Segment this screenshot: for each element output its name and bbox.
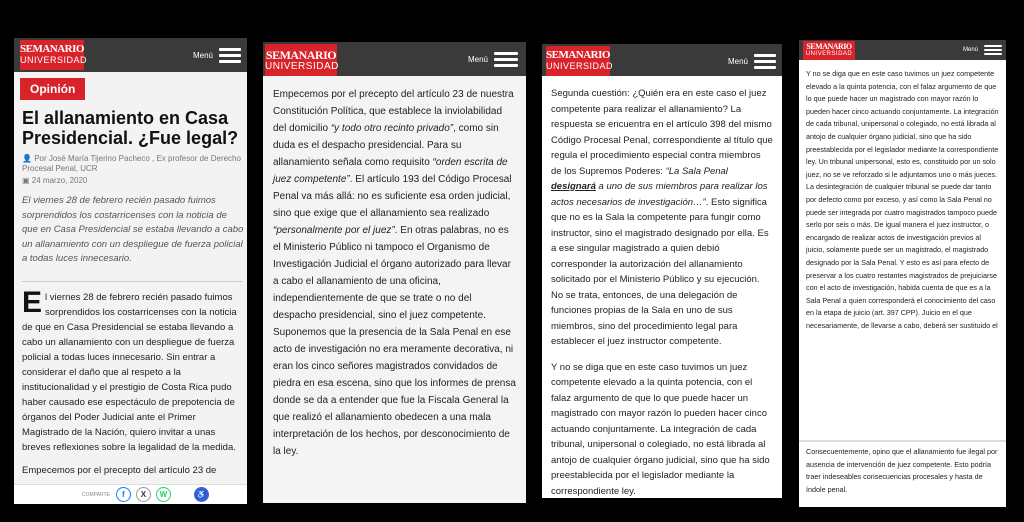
- menu-button[interactable]: [963, 41, 1002, 59]
- paragraph: Empecemos por el precepto del artículo 23 de nuestra Constitución Política, que establece la inviolabilidad del domicilio “y todo otro recinto privado”, como sin duda es el despacho presidencial. Para su allanamiento señala como requisito “orden escrita de juez competente”. El artículo 193 del Código Procesal Penal va más allá: no es suficiente esa orden judicial, sino que exige que el allanamiento sea realizado “personalmente por el juez”. En otras palabras, no es el Ministerio Público ni tampoco el Organismo de Investigación Judicial el órgano autorizado para llevar a cabo el allanamiento de una oficina, independientemente de que se trate o no del despacho presidencial, sino el juez competente. Suponemos que la presencia de la Sala Penal en ese acto de investigación no era meramente decorativa, ni eran los cinco señores magistrados convidados de piedra en esa escena, sino que los informes de prensa donde se da a entender que fue la Fiscala General la que realizó el allanamiento obedecen a una mala interpretación de los hechos, por desconocimiento de la ley.: [273, 89, 516, 457]
- menu-label: Menú: [962, 47, 978, 53]
- site-logo[interactable]: SEMANARIO UNIVERSIDAD: [265, 44, 337, 76]
- article-title: El allanamiento en Casa Presidencial. ¿Fue legal?: [22, 108, 239, 148]
- divider: [22, 281, 242, 282]
- article-body: [22, 290, 244, 486]
- publish-date: ▣ 24 marzo, 2020: [22, 176, 88, 185]
- author-byline: 👤 Por José María Tijerino Pacheco , Ex profesor de Derecho Procesal Penal, UCR: [22, 154, 241, 173]
- share-label: COMPARTE: [82, 491, 110, 498]
- paragraph: Empecemos por el precepto del artículo 23 de: [22, 465, 217, 476]
- menu-button[interactable]: [193, 42, 241, 68]
- site-header: [263, 42, 526, 76]
- menu-label: Menú: [192, 50, 213, 60]
- phone-screen-3: [542, 44, 782, 498]
- share-bar: [14, 484, 247, 504]
- menu-button[interactable]: [468, 46, 518, 72]
- paragraph: Y no se diga que en este caso tuvimos un juez competente elevado a la quinta potencia, con el falaz argumento de que lo que puede hacer un magistrado con mayor razón lo pueden hacer cinco actuando conjuntamente. La integración de cada tribunal, unipersonal o colegiado, no está librada al antojo de cualquier órgano judicial, sino que ha sido preestablecida por el legislador mediante la correspondiente ley.: [551, 361, 770, 497]
- article-conclusion: [799, 440, 1006, 507]
- site-header: [14, 38, 247, 72]
- phone-screen-2: [263, 42, 526, 503]
- hamburger-icon: [494, 49, 518, 70]
- article-lead: El viernes 28 de febrero recién pasado fuimos sorprendidos los costarricenses con la noticia de que en Casa Presidencial se estaba llevando a cabo un allanamiento con un despliegue de fuerza policial a todas luces innecesario.: [22, 195, 244, 264]
- site-logo[interactable]: SEMANARIO UNIVERSIDAD: [803, 41, 855, 60]
- whatsapp-icon[interactable]: W: [156, 487, 171, 502]
- article-body: [799, 64, 1006, 442]
- paragraph: Consecuentemente, opino que el allanamiento fue ilegal por ausencia de intervención de juez competente. Esto podría traer indeseables consecuencias procesales y hasta de índole penal.: [806, 447, 998, 494]
- calendar-icon: ▣: [22, 176, 32, 185]
- phone-screen-1: [14, 38, 247, 504]
- drop-cap: E: [22, 290, 43, 319]
- hamburger-icon: [754, 51, 776, 72]
- site-logo[interactable]: SEMANARIO UNIVERSIDAD: [20, 40, 84, 70]
- site-header: [542, 44, 782, 76]
- menu-label: Menú: [467, 54, 488, 64]
- phone-screen-4: [799, 40, 1006, 507]
- menu-label: Menú: [727, 56, 748, 66]
- emphasis: designará: [551, 181, 596, 192]
- paragraph: Y no se diga que en este caso tuvimos un juez competente elevado a la quinta potencia, con el falaz argumento de que lo que puede hacer un magistrado con mayor razón lo pueden hacer cinco actuando conjuntamente. La integración de cada tribunal, unipersonal o colegiado, no está librada al antojo de cualquier órgano judicial, sino que ha sido preestablecida por el legislador mediante la correspondiente ley. Un tribunal unipersonal, esto es, constituido por un solo juez, no se ve reforzado si le adjuntamos uno o más jueces. La desintegración de cualquier tribunal se puede dar tanto por defecto como por exceso, y así como la Sala Penal no puede ser integrada por cuatro magistrados tampoco puede serlo por seis o más. De igual manera el juez instructor, o encargado de realizar actos de investigación previos al juicio, solamente puede ser un magistrado, el magistrado designado por la Sala Penal. Y esto es así para efecto de preservar a los cuatro restantes magistrados de prejuiciarse con el acto de investigación, habida cuenta de que es a la Sala Penal a quien corresponderá el conocimiento del caso en la etapa de juicio (art. 397 CPP). Juicio en el que necesariamente, de llevarse a cabo, deberá ser sustituido el: [806, 69, 999, 330]
- x-icon[interactable]: X: [136, 487, 151, 502]
- user-icon: 👤: [22, 154, 35, 163]
- section-tag[interactable]: Opinión: [20, 78, 85, 100]
- accessibility-icon[interactable]: ♿: [194, 487, 209, 502]
- menu-button[interactable]: [728, 48, 776, 74]
- article-body: [542, 82, 782, 498]
- site-header: [799, 40, 1006, 60]
- paragraph: Segunda cuestión: ¿Quién era en este caso el juez competente para realizar el allanamiento? La respuesta se encuentra en el artículo 398 del mismo Código Procesal Penal, correspondiente al título que regula el procedimiento especial contra miembros de los Supremos Poderes: “La Sala Penal designará a uno de sus miembros para realizar los actos necesarios de investigación…”. Esto significa que no es la Sala la competente para fungir como instructor, sino el magistrado designado por ella. Es a ese singular magistrado a quien debió corresponder la autorización del allanamiento solicitado por el Ministerio Público y su ejecución. No se trata, entonces, de una delegación de funciones propias de la Sala en uno de sus miembros, sino del procedimiento legal para establecer el juez instructor competente.: [551, 88, 773, 347]
- article-body: [263, 82, 526, 503]
- hamburger-icon: [984, 43, 1002, 57]
- site-logo[interactable]: SEMANARIO UNIVERSIDAD: [546, 46, 610, 76]
- hamburger-icon: [219, 45, 241, 66]
- paragraph: El viernes 28 de febrero recién pasado fuimos sorprendidos los costarricenses con la noticia de que en Casa Presidencial se estaba llevando a cabo un allanamiento con un despliegue de fuerza policial a todas luces innecesario. Sin entrar a considerar el daño que al respeto a la institucionalidad y el prestigio de Costa Rica pudo haber causado ese espectáculo de prepotencia de órganos del Poder Judicial ante el Primer Magistrado de la Nación, quiero invitar a unas breves reflexiones sobre la legalidad de la medida.: [22, 290, 237, 453]
- facebook-icon[interactable]: f: [116, 487, 131, 502]
